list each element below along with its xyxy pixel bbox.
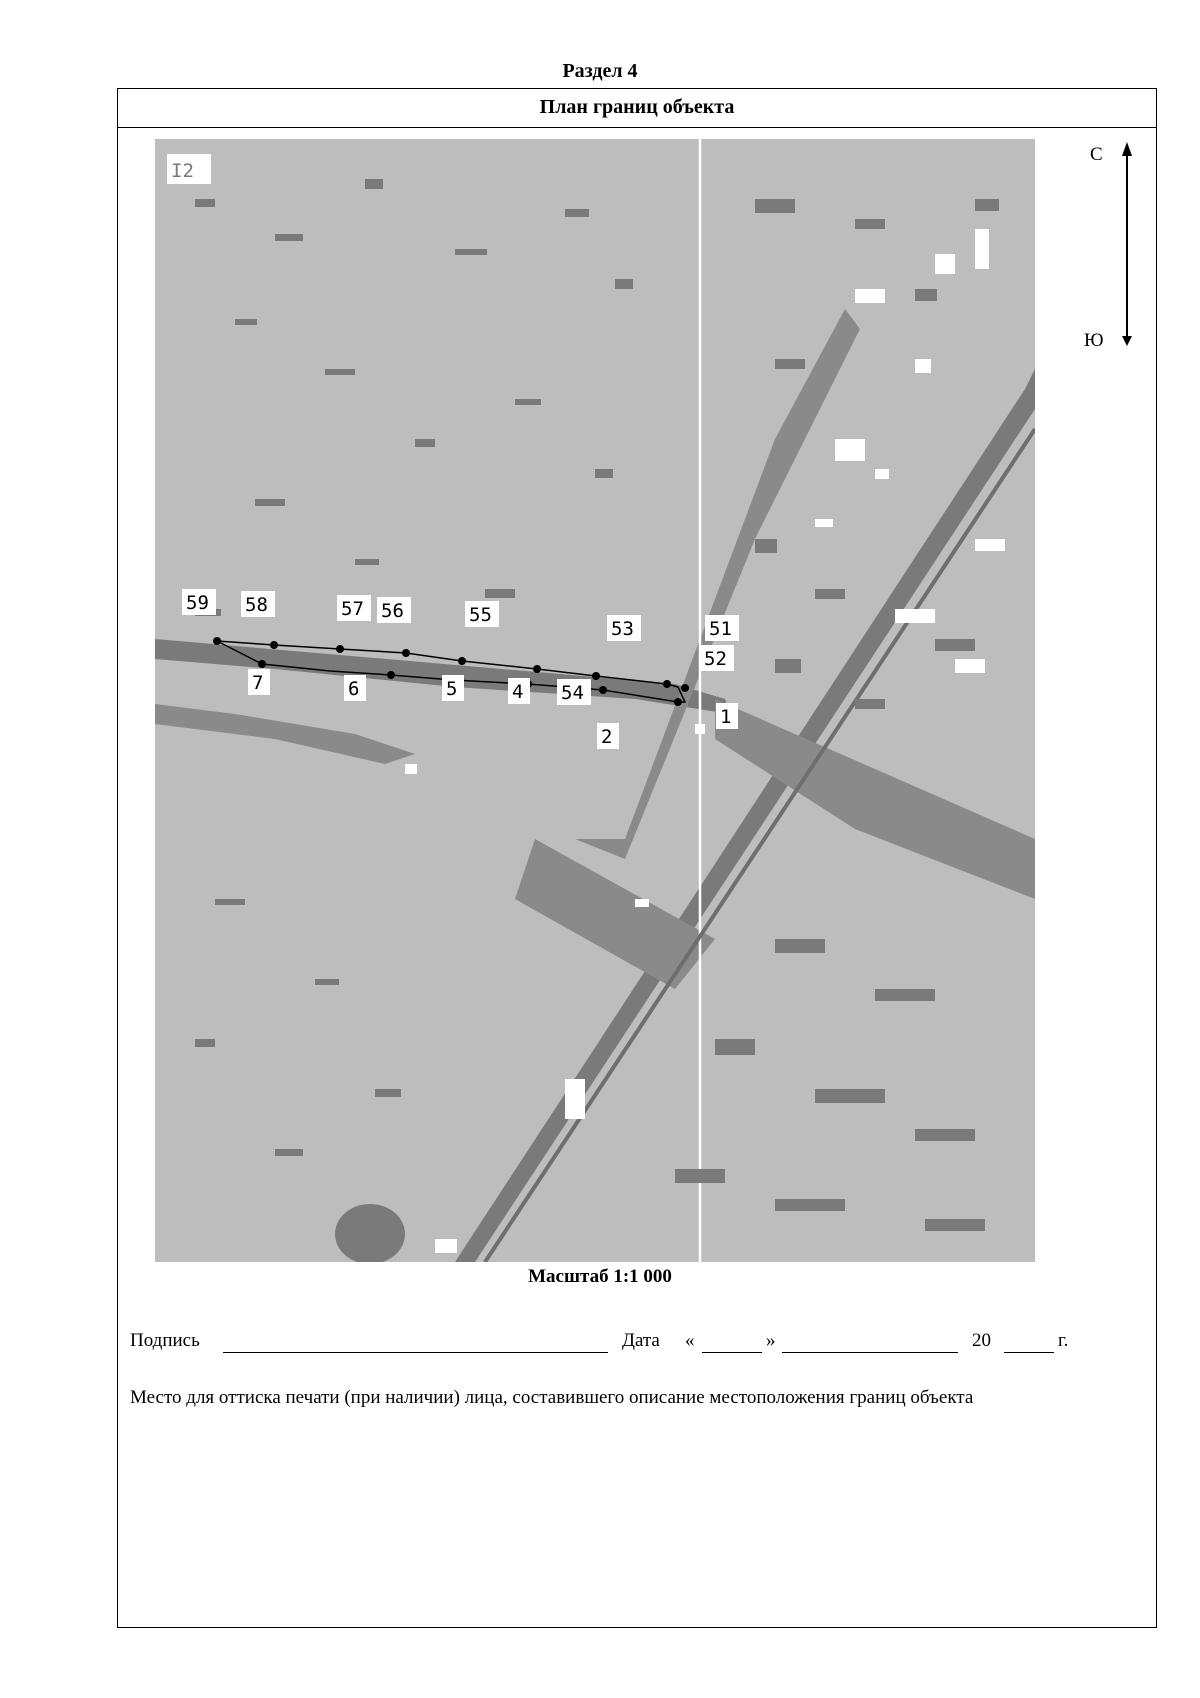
signature-label: Подпись [130, 1330, 200, 1351]
sheet-label: I2 [171, 160, 194, 182]
map-scale: Масштаб 1:1 000 [528, 1266, 672, 1287]
plan-map [155, 139, 1035, 1262]
quote-open: « [685, 1330, 695, 1351]
point-label: 53 [611, 618, 634, 640]
plan-map-svg [155, 139, 1035, 1262]
signature-field [223, 1352, 608, 1353]
section-title: Раздел 4 [562, 60, 638, 82]
signature-row [130, 1330, 1130, 1360]
plan-header: План границ объекта [118, 89, 1156, 128]
date-label: Дата [622, 1330, 660, 1351]
point-label: 58 [245, 594, 268, 616]
year-prefix: 20 [972, 1330, 991, 1351]
quote-close: » [766, 1330, 776, 1351]
point-label: 57 [341, 598, 364, 620]
point-label: 54 [561, 682, 584, 704]
north-label: С [1090, 144, 1103, 165]
point-label: 55 [469, 604, 492, 626]
north-arrow [1084, 140, 1150, 360]
point-label: 51 [709, 618, 732, 640]
date-year-field [1004, 1352, 1054, 1353]
south-label: Ю [1084, 330, 1104, 351]
date-month-field [782, 1352, 958, 1353]
point-label: 2 [601, 726, 613, 748]
point-label: 4 [512, 681, 524, 703]
compass-arrow-icon [1110, 140, 1140, 360]
point-label: 5 [446, 678, 458, 700]
point-label: 7 [252, 672, 264, 694]
point-label: 6 [348, 678, 360, 700]
point-label: 56 [381, 600, 404, 622]
point-label: 59 [186, 592, 209, 614]
point-label: 1 [720, 706, 732, 728]
stamp-note: Место для оттиска печати (при наличии) лица, составившего описание местоположения границ объекта [130, 1387, 974, 1408]
year-suffix: г. [1058, 1330, 1069, 1351]
date-day-field [702, 1352, 762, 1353]
point-label: 52 [704, 648, 727, 670]
